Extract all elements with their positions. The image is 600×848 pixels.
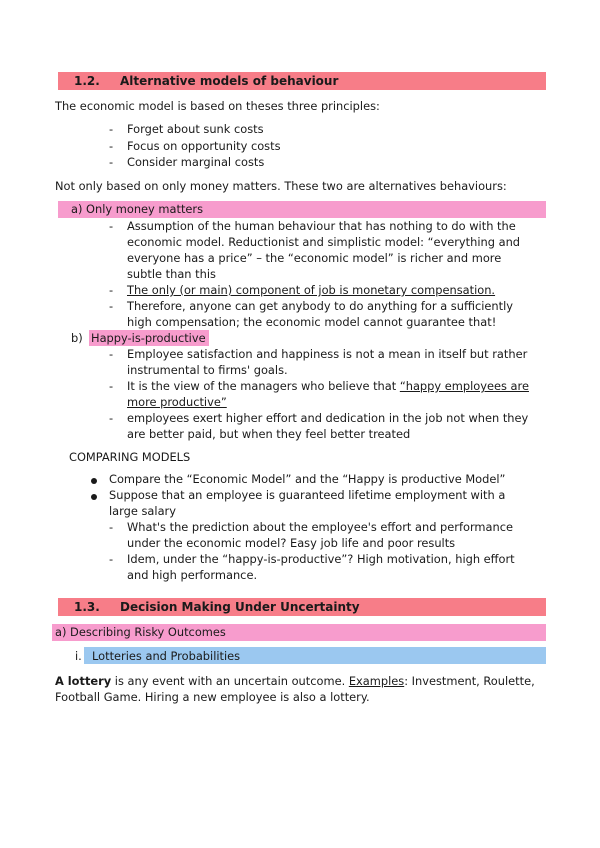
list-dash: - (109, 122, 114, 136)
comparing-sub-2-line: and high performance. (127, 568, 258, 582)
list-dash: - (109, 299, 114, 313)
model-a-label: a) Only money matters (71, 202, 204, 216)
lottery-definition-line: Football Game. Hiring a new employee is also a lottery. (55, 690, 370, 704)
subsection-i-title: Lotteries and Probabilities (92, 649, 241, 663)
model-b-point-2-text: It is the view of the managers who believe that (127, 379, 400, 393)
list-dash: - (109, 283, 114, 297)
list-dash: - (109, 552, 114, 566)
section-title: Decision Making Under Uncertainty (120, 600, 360, 614)
list-dash: - (109, 219, 114, 233)
list-item: Focus on opportunity costs (127, 139, 281, 153)
model-b-point-3-line: are better paid, but when they feel better treated (127, 427, 411, 441)
list-dash: - (109, 411, 114, 425)
comparing-sub-1: What's the prediction about the employee's effort and performance (127, 520, 514, 534)
section-title: Alternative models of behaviour (120, 74, 339, 88)
comparing-bullet-2: Suppose that an employee is guaranteed lifetime employment with a (109, 488, 506, 502)
list-dash: - (109, 139, 114, 153)
model-a-point-3-line: high compensation; the economic model cannot guarantee that! (127, 315, 497, 329)
model-a-point-1-line: economic model. Reductionist and simplistic model: “everything and (127, 235, 521, 249)
model-a-point-1: Assumption of the human behaviour that has nothing to do with the (127, 219, 516, 233)
list-item: Consider marginal costs (127, 155, 265, 169)
section-number: 1.2. (74, 74, 100, 88)
list-dash: - (109, 520, 114, 534)
lottery-definition (55, 673, 535, 689)
list-dash: - (109, 155, 114, 169)
intro-text: The economic model is based on theses three principles: (55, 99, 380, 113)
model-b-point-2-quote: “happy employees are (399, 379, 529, 393)
model-b-point-1-line: instrumental to firms' goals. (127, 363, 288, 377)
comparing-heading: COMPARING MODELS (69, 450, 191, 464)
model-a-point-3: Therefore, anyone can get anybody to do anything for a sufficiently (127, 299, 513, 313)
lottery-term: A lottery (55, 674, 112, 688)
section-heading-1-2 (58, 72, 546, 90)
model-a-point-1-line: everyone has a price” – the “economic model” is richer and more (127, 251, 502, 265)
model-b-point-1: Employee satisfaction and happiness is not a mean in itself but rather (127, 347, 528, 361)
model-b-marker: b) (71, 331, 83, 345)
comparing-sub-1-line: under the economic model? Easy job life and poor results (127, 536, 456, 550)
subsection-i-marker: i. (75, 649, 82, 663)
bullet-dot (91, 478, 97, 484)
list-dash: - (109, 379, 114, 393)
comparing-bullet-1: Compare the “Economic Model” and the “Happy is productive Model” (109, 472, 506, 486)
alternatives-intro: Not only based on only money matters. These two are alternatives behaviours: (55, 179, 507, 193)
subsection-a-title: a) Describing Risky Outcomes (55, 625, 226, 639)
model-a-point-2: The only (or main) component of job is monetary compensation. (127, 283, 496, 297)
list-item: Forget about sunk costs (127, 122, 264, 136)
model-b-point-3: employees exert higher effort and dedication in the job not when they (127, 411, 529, 425)
bullet-dot (91, 494, 97, 500)
section-heading-1-3 (58, 598, 546, 616)
model-b-label: Happy-is-productive (91, 331, 206, 345)
section-number: 1.3. (74, 600, 100, 614)
model-b-point-2 (127, 378, 529, 394)
comparing-bullet-2-line: large salary (109, 504, 176, 518)
examples-text: : Investment, Roulette, (404, 674, 535, 688)
list-dash: - (109, 347, 114, 361)
lottery-text: is any event with an uncertain outcome. (111, 674, 349, 688)
model-b-point-2-quote-line: more productive” (127, 395, 227, 409)
comparing-sub-2: Idem, under the “happy-is-productive”? High motivation, high effort (127, 552, 515, 566)
model-a-point-1-line: subtle than this (127, 267, 216, 281)
examples-label: Examples (348, 674, 405, 688)
